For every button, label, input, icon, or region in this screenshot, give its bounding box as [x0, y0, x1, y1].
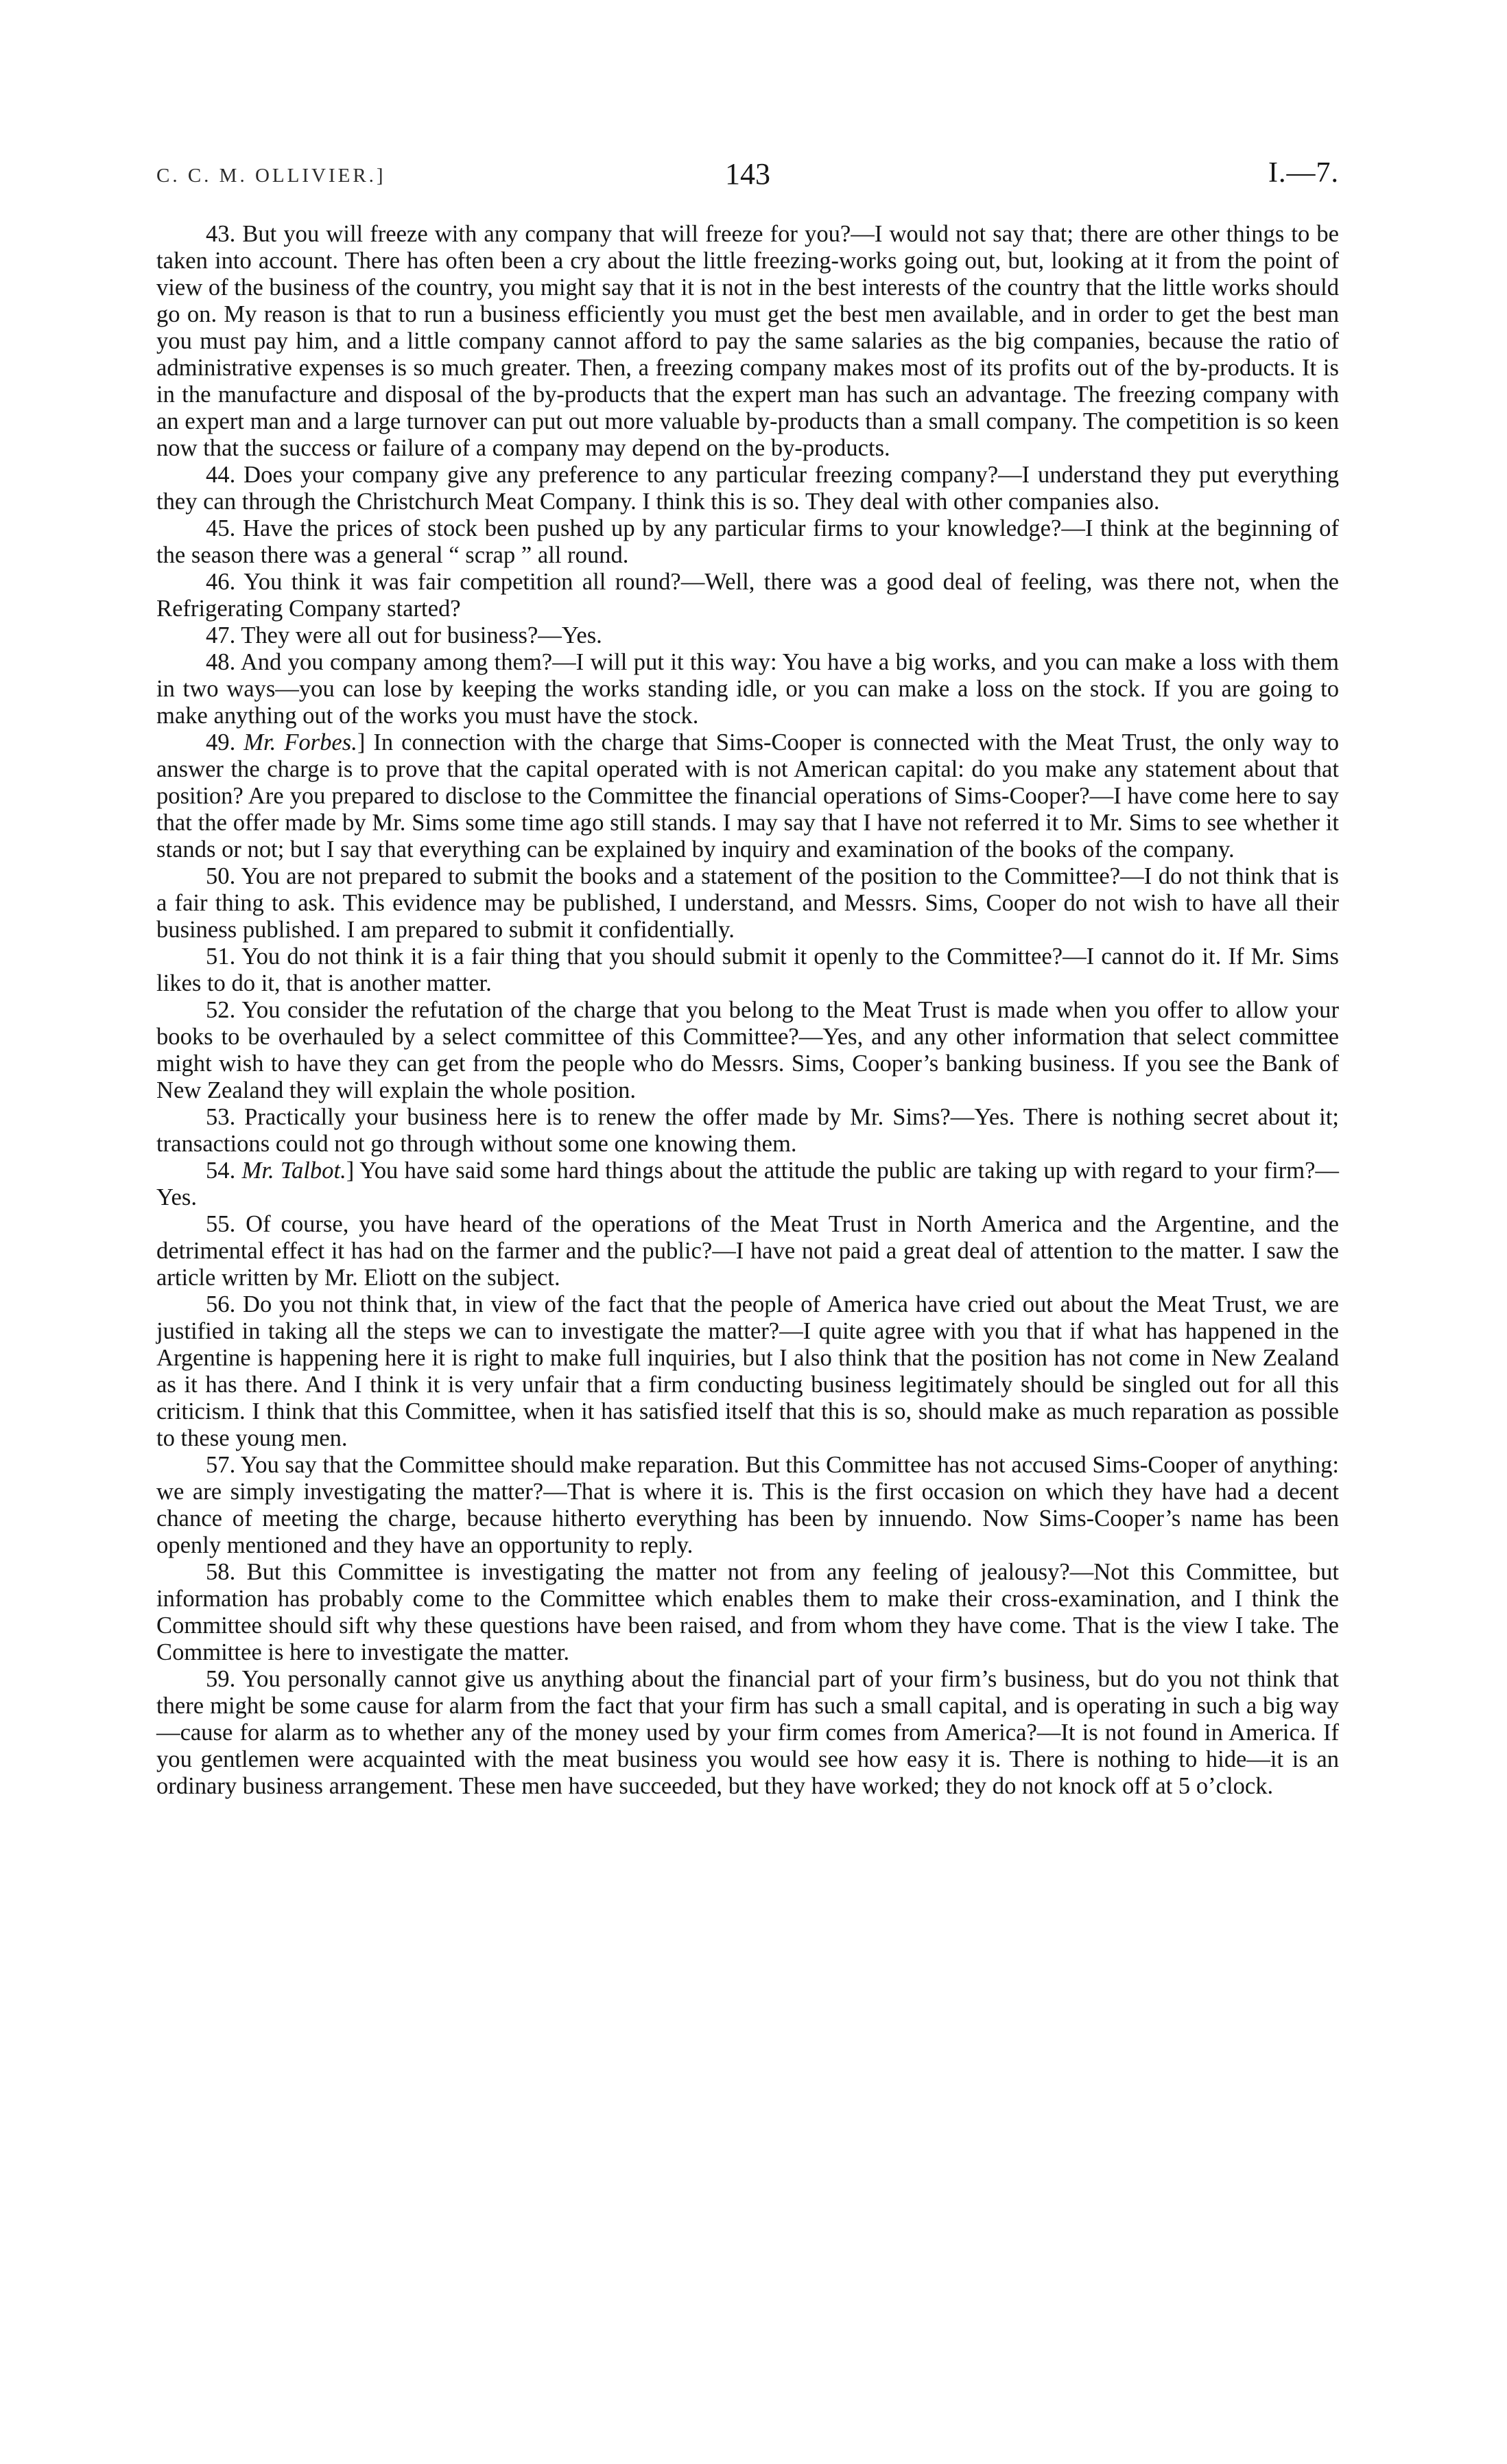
header-paper-reference: I.—7. [1268, 157, 1339, 189]
question-56: 56. Do you not think that, in view of the fact that the people of America have cried out about the Meat Trust, we are justified in taking all the steps we can to investigate the matter?—I quite agree with you that if what has happened in the Argentine is happening here it is right to make full inquiries, but I also think that the position has not come in New Zealand as it has there. And I think it is very unfair that a firm conducting business legitimately should be singled out for all this criticism. I think that this Committee, when it has satisfied itself that this is so, should make as much reparation as possible to these young men. [156, 1291, 1339, 1451]
evidence-body [156, 221, 1339, 1800]
question-49 [156, 729, 1339, 863]
question-45: 45. Have the prices of stock been pushed up by any particular firms to your knowledge?—I think at the beginning of the season there was a general “ scrap ” all round. [156, 515, 1339, 568]
question-59: 59. You personally cannot give us anything about the financial part of your firm’s business, but do you not think that there might be some cause for alarm from the fact that your firm has such a small capital, and is operating in such a big way—cause for alarm as to whether any of the money used by your firm comes from America?—It is not found in America. If you gentlemen were acquainted with the meat business you would see how easy it is. There is nothing to hide—it is an ordinary business arrangement. These men have succeeded, but they have worked; they do not knock off at 5 o’clock. [156, 1666, 1339, 1799]
question-51: 51. You do not think it is a fair thing that you should submit it openly to the Committee?—I cannot do it. If Mr. Sims likes to do it, that is another matter. [156, 943, 1339, 996]
question-54 [156, 1158, 1339, 1211]
question-58: 58. But this Committee is investigating the matter not from any feeling of jealousy?—Not this Committee, but information has probably come to the Committee which enables them to make their cross-examination, and I think the Committee should sift why these questions have been raised, and from whom they have come. That is the view I take. The Committee is here to investigate the matter. [156, 1559, 1339, 1665]
header-witness-name: C. C. M. OLLIVIER.] [156, 165, 386, 187]
question-46: 46. You think it was fair competition all round?—Well, there was a good deal of feeling, was there not, when the Refrigerating Company started? [156, 569, 1339, 622]
question-44: 44. Does your company give any preference to any particular freezing company?—I understand they put everything they can through the Christchurch Meat Company. I think this is so. They deal with other companies also. [156, 462, 1339, 515]
question-text: ] In connection with the charge that Sims-Cooper is connected with the Meat Trust, the only way to answer the charge is to prove that the capital operated with is not American capital: do you make any statement about that position? Are you prepared to disclose to the Committee the financial operations of Sims-Cooper?—I have come here to say that the offer made by Mr. Sims some time ago still stands. I may say that I have not referred it to Mr. Sims to see whether it stands or not; but I say that everything can be explained by inquiry and examination of the books of the company. [156, 729, 1339, 863]
question-50: 50. You are not prepared to submit the books and a statement of the position to the Committee?—I do not think that is a fair thing to ask. This evidence may be published, I understand, and Messrs. Sims, Cooper do not wish to have all their business published. I am prepared to submit it confidentially. [156, 863, 1339, 943]
question-57: 57. You say that the Committee should make reparation. But this Committee has not accused Sims-Cooper of anything: we are simply investigating the matter?—That is where it is. This is the first occasion on which they have had a decent chance of meeting the charge, because hitherto everything has been by innuendo. Now Sims-Cooper’s name has been openly mentioned and they have an opportunity to reply. [156, 1452, 1339, 1558]
question-47: 47. They were all out for business?—Yes. [206, 622, 602, 648]
question-number: 49. [206, 729, 244, 755]
speaker-name: Mr. Talbot. [241, 1158, 346, 1184]
question-52: 52. You consider the refutation of the charge that you belong to the Meat Trust is made when you offer to allow your books to be overhauled by a select committee of this Committee?—Yes, and any other information that select committee might wish to have they can get from the people who do Messrs. Sims, Cooper’s banking business. If you see the Bank of New Zealand they will explain the whole position. [156, 997, 1339, 1103]
question-43: 43. But you will freeze with any company that will freeze for you?—I would not say that; there are other things to be taken into account. There has often been a cry about the little freezing-works going out, but, looking at it from the point of view of the business of the country, you might say that it is not in the best interests of the country that the little works should go on. My reason is that to run a business efficiently you must get the best men available, and in order to get the best man you must pay him, and a little company cannot afford to pay the same salaries as the big companies, because the ratio of administrative expenses is so much greater. Then, a freezing company makes most of its profits out of the by-products. It is in the manufacture and disposal of the by-products that the expert man has such an advantage. The freezing company with an expert man and a large turnover can put out more valuable by-products than a small company. The competition is so keen now that the success or failure of a company may depend on the by-products. [156, 221, 1339, 461]
question-55: 55. Of course, you have heard of the operations of the Meat Trust in North America and the Argentine, and the detrimental effect it has had on the farmer and the public?—I have not paid a great deal of attention to the matter. I saw the article written by Mr. Eliott on the subject. [156, 1211, 1339, 1291]
question-48: 48. And you company among them?—I will put it this way: You have a big works, and you can make a loss with them in two ways—you can lose by keeping the works standing idle, or you can make a loss on the stock. If you are going to make anything out of the works you must have the stock. [156, 649, 1339, 729]
speaker-name: Mr. Forbes. [244, 729, 357, 755]
question-53: 53. Practically your business here is to renew the offer made by Mr. Sims?—Yes. There is nothing secret about it; transactions could not go through without some one knowing them. [156, 1104, 1339, 1157]
question-number: 54. [206, 1158, 242, 1184]
page-header [156, 156, 1339, 204]
question-text: ] You have said some hard things about the attitude the public are taking up with regard to your firm?—Yes. [156, 1158, 1340, 1210]
header-page-number: 143 [725, 157, 770, 191]
document-page [156, 156, 1339, 1800]
